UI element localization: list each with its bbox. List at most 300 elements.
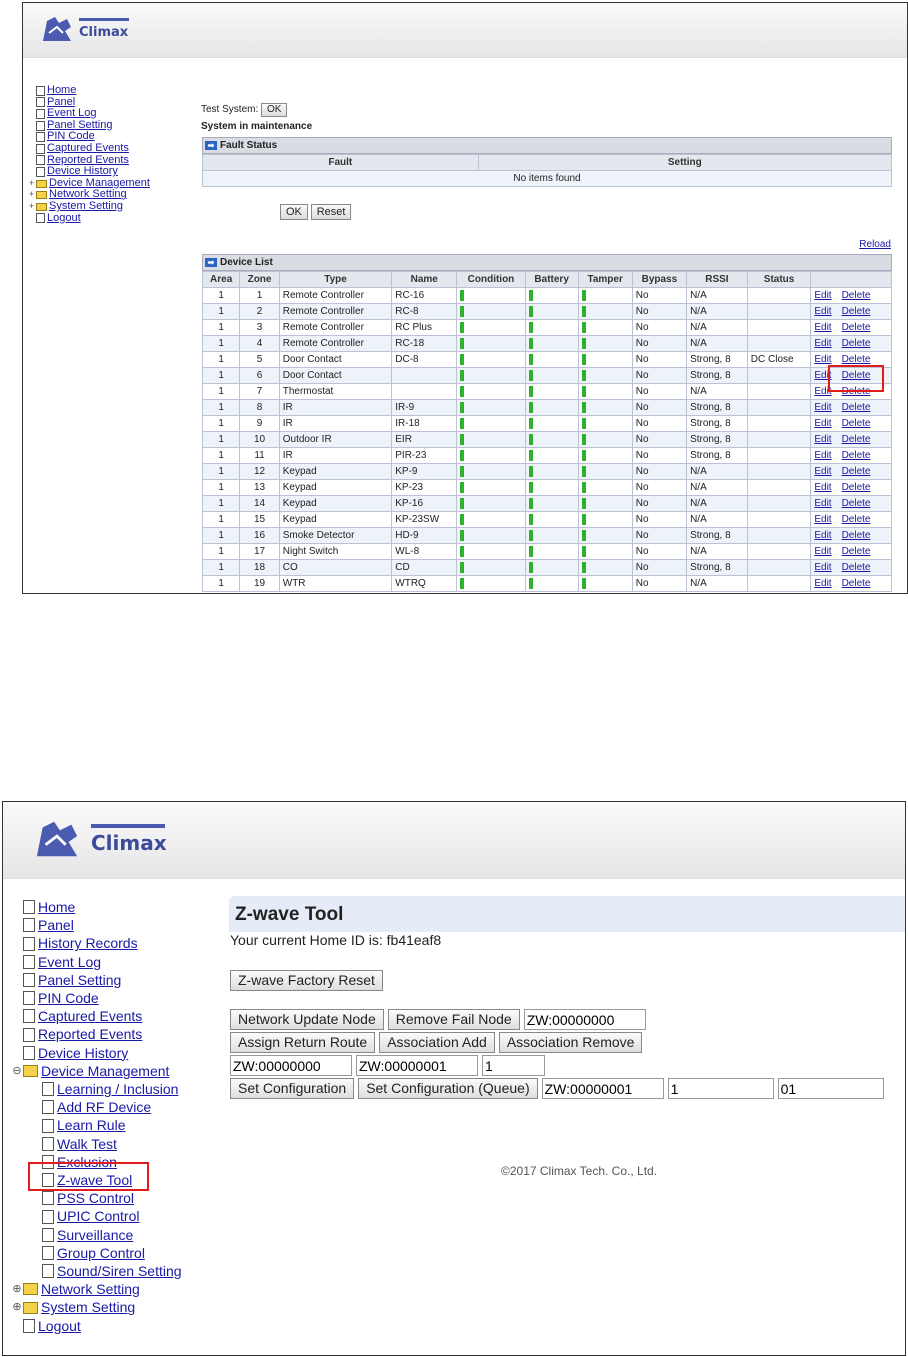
tree-spacer [11, 953, 23, 971]
column-header-tamper: Tamper [578, 272, 632, 288]
name-cell: CD [392, 560, 457, 576]
home-id-text: Your current Home ID is: fb41eaf8 [230, 932, 442, 948]
name-cell: HD-9 [392, 528, 457, 544]
bypass-cell: No [632, 384, 686, 400]
edit-link[interactable]: Edit [814, 386, 832, 397]
zone-cell: 3 [240, 320, 279, 336]
sidebar-item-label[interactable]: Reported Events [47, 153, 129, 166]
folder-icon [23, 1302, 38, 1314]
edit-link[interactable]: Edit [814, 530, 832, 541]
sidebar-item-label[interactable]: Learn Rule [57, 1117, 126, 1134]
delete-link[interactable]: Delete [841, 402, 871, 413]
delete-link[interactable]: Delete [841, 386, 871, 397]
set-configuration-button[interactable]: Set Configuration [230, 1078, 354, 1099]
actions-cell [811, 448, 892, 464]
sidebar-item-logout[interactable] [27, 213, 150, 225]
document-icon [23, 1046, 35, 1060]
document-icon [36, 167, 45, 177]
table-row [203, 304, 892, 320]
sidebar-item-label[interactable]: Exclusion [57, 1153, 117, 1170]
assign-return-route-button[interactable]: Assign Return Route [230, 1032, 375, 1053]
delete-link[interactable]: Delete [841, 466, 871, 477]
name-cell: WTRQ [392, 576, 457, 592]
document-icon [42, 1100, 54, 1114]
sidebar-item-add-rf-device[interactable] [11, 1098, 182, 1116]
edit-link[interactable]: Edit [814, 402, 832, 413]
type-cell: IR [279, 448, 392, 464]
battery-ok-indicator [529, 434, 533, 445]
sidebar-item-label[interactable]: Walk Test [57, 1135, 117, 1152]
tamper-ok-indicator [582, 498, 586, 509]
edit-link[interactable]: Edit [814, 434, 832, 445]
tamper-cell [578, 496, 632, 512]
battery-ok-indicator [529, 530, 533, 541]
delete-link[interactable]: Delete [841, 290, 871, 301]
delete-link[interactable]: Delete [841, 354, 871, 365]
delete-link[interactable]: Delete [841, 546, 871, 557]
bypass-cell: No [632, 336, 686, 352]
sidebar-item-label[interactable]: System Setting [41, 1299, 136, 1316]
status-cell [747, 384, 811, 400]
sidebar-item-captured-events[interactable] [27, 143, 150, 155]
document-icon [42, 1082, 54, 1096]
condition-ok-indicator [460, 402, 464, 413]
battery-ok-indicator [529, 498, 533, 509]
column-header-battery: Battery [525, 272, 578, 288]
rssi-cell: N/A [687, 496, 748, 512]
association-add-button[interactable]: Association Add [379, 1032, 495, 1053]
condition-cell [457, 384, 525, 400]
document-icon [36, 97, 45, 107]
battery-ok-indicator [529, 322, 533, 333]
condition-cell [457, 496, 525, 512]
sidebar-item-label[interactable]: PSS Control [57, 1190, 135, 1207]
table-row [203, 480, 892, 496]
status-cell [747, 576, 811, 592]
table-row [203, 336, 892, 352]
sidebar-item-walk-test[interactable] [11, 1135, 182, 1153]
name-cell [392, 368, 457, 384]
delete-link[interactable]: Delete [841, 450, 871, 461]
expand-plus-icon[interactable]: ⊕ [12, 1301, 22, 1314]
sidebar-nav [11, 898, 182, 1335]
association-remove-button[interactable]: Association Remove [499, 1032, 643, 1053]
sidebar-item-label[interactable]: Network Setting [49, 188, 127, 201]
tamper-cell [578, 576, 632, 592]
tamper-ok-indicator [582, 466, 586, 477]
reset-button[interactable]: Reset [311, 204, 352, 220]
tamper-ok-indicator [582, 370, 586, 381]
area-cell: 1 [203, 352, 240, 368]
sidebar-item-learn-rule[interactable] [11, 1116, 182, 1134]
delete-link[interactable]: Delete [841, 338, 871, 349]
bypass-cell: No [632, 432, 686, 448]
delete-link[interactable]: Delete [841, 370, 871, 381]
sidebar-item-label[interactable]: Panel Setting [47, 118, 113, 131]
tamper-ok-indicator [582, 562, 586, 573]
edit-link[interactable]: Edit [814, 498, 832, 509]
tree-spacer [11, 971, 23, 989]
condition-ok-indicator [460, 578, 464, 589]
tree-spacer [11, 989, 23, 1007]
network-update-node-button[interactable]: Network Update Node [230, 1009, 384, 1030]
tamper-cell [578, 288, 632, 304]
bypass-cell: No [632, 480, 686, 496]
sidebar-item-device-management[interactable] [11, 1062, 182, 1080]
sidebar-item-label[interactable]: Captured Events [47, 141, 129, 154]
sidebar-item-pin-code[interactable] [11, 989, 182, 1007]
configuration-row [230, 1078, 884, 1099]
delete-link[interactable]: Delete [841, 322, 871, 333]
edit-link[interactable]: Edit [814, 562, 832, 573]
copyright-footer: ©2017 Climax Tech. Co., Ltd. [501, 1164, 658, 1178]
climax-logo [27, 816, 167, 862]
factory-reset-button[interactable]: Z-wave Factory Reset [230, 970, 383, 991]
document-icon [42, 1264, 54, 1278]
sidebar-item-label[interactable]: Device History [38, 1044, 129, 1061]
climax-logo [37, 13, 129, 45]
battery-ok-indicator [529, 354, 533, 365]
test-system-label: Test System: [201, 104, 259, 115]
sidebar-item-learning-inclusion[interactable] [11, 1080, 182, 1098]
folder-icon [36, 191, 47, 199]
bypass-cell: No [632, 496, 686, 512]
sidebar-item-label[interactable]: Group Control [57, 1244, 145, 1261]
name-cell: EIR [392, 432, 457, 448]
table-row [203, 416, 892, 432]
association-inputs-row [230, 1055, 545, 1076]
name-cell: RC Plus [392, 320, 457, 336]
sidebar-item-label[interactable]: Panel [47, 95, 76, 108]
sidebar-item-label[interactable]: Event Log [38, 953, 102, 970]
sidebar-item-label[interactable]: Network Setting [41, 1281, 140, 1298]
delete-link[interactable]: Delete [841, 530, 871, 541]
type-cell: Remote Controller [279, 320, 392, 336]
actions-cell [811, 304, 892, 320]
column-header-actions [811, 272, 892, 288]
status-cell [747, 544, 811, 560]
table-row [203, 576, 892, 592]
delete-link[interactable]: Delete [841, 498, 871, 509]
sidebar-item-label[interactable]: Logout [47, 211, 81, 224]
actions-cell [811, 544, 892, 560]
status-cell [747, 288, 811, 304]
document-icon [23, 1028, 35, 1042]
sidebar-item-label[interactable]: Device Management [49, 176, 150, 189]
edit-link[interactable]: Edit [814, 578, 832, 589]
sidebar-item-network-setting[interactable] [11, 1280, 182, 1298]
sidebar-item-group-control[interactable] [11, 1244, 182, 1262]
config-value-input[interactable] [778, 1078, 884, 1099]
bypass-cell: No [632, 352, 686, 368]
sidebar-item-label[interactable]: Captured Events [38, 1008, 143, 1025]
battery-cell [525, 496, 578, 512]
table-row [203, 320, 892, 336]
remove-fail-node-input[interactable] [524, 1009, 646, 1030]
rssi-cell: N/A [687, 384, 748, 400]
sidebar-item-label[interactable]: Panel [38, 917, 74, 934]
sidebar-item-captured-events[interactable] [11, 1007, 182, 1025]
expand-plus-icon[interactable]: + [28, 177, 35, 188]
delete-link[interactable]: Delete [841, 306, 871, 317]
bypass-cell: No [632, 576, 686, 592]
sidebar-item-panel[interactable] [11, 916, 182, 934]
condition-cell [457, 480, 525, 496]
sidebar-item-label[interactable]: Sound/Siren Setting [57, 1263, 182, 1280]
fault-status-title [202, 137, 892, 154]
sidebar-item-label[interactable]: History Records [38, 935, 138, 952]
delete-highlight-box [828, 365, 884, 392]
arrow-right-icon: ➡ [205, 141, 217, 150]
open-folder-icon [23, 1065, 38, 1077]
sidebar-item-label[interactable]: Reported Events [38, 1026, 143, 1043]
sidebar-item-panel-setting[interactable] [11, 971, 182, 989]
tree-spacer [27, 120, 36, 132]
tamper-cell [578, 560, 632, 576]
tamper-ok-indicator [582, 546, 586, 557]
status-cell [747, 528, 811, 544]
sidebar-item-label[interactable]: Device Management [41, 1062, 170, 1079]
name-cell: KP-23SW [392, 512, 457, 528]
zone-cell: 6 [240, 368, 279, 384]
sidebar-item-surveillance[interactable] [11, 1226, 182, 1244]
column-header-bypass: Bypass [632, 272, 686, 288]
condition-cell [457, 336, 525, 352]
name-cell: KP-16 [392, 496, 457, 512]
tamper-ok-indicator [582, 530, 586, 541]
rssi-cell: N/A [687, 336, 748, 352]
condition-cell [457, 560, 525, 576]
delete-link[interactable]: Delete [841, 418, 871, 429]
condition-ok-indicator [460, 498, 464, 509]
delete-link[interactable]: Delete [841, 578, 871, 589]
association-node-input[interactable] [230, 1055, 352, 1076]
device-table [202, 271, 892, 592]
actions-cell [811, 432, 892, 448]
delete-link[interactable]: Delete [841, 562, 871, 573]
battery-ok-indicator [529, 370, 533, 381]
expand-plus-icon[interactable]: + [28, 189, 35, 200]
battery-ok-indicator [529, 514, 533, 525]
document-icon [42, 1137, 54, 1151]
table-row [203, 368, 892, 384]
climax-logo-icon [27, 816, 87, 862]
condition-cell [457, 528, 525, 544]
condition-cell [457, 432, 525, 448]
tamper-ok-indicator [582, 338, 586, 349]
type-cell: Remote Controller [279, 304, 392, 320]
maintenance-text: System in maintenance [201, 121, 313, 132]
sidebar-item-system-setting[interactable] [27, 201, 150, 213]
edit-link[interactable]: Edit [814, 322, 832, 333]
area-cell: 1 [203, 416, 240, 432]
edit-link[interactable]: Edit [814, 546, 832, 557]
battery-ok-indicator [529, 418, 533, 429]
edit-link[interactable]: Edit [814, 450, 832, 461]
association-target-input[interactable] [356, 1055, 478, 1076]
table-row [203, 544, 892, 560]
sidebar-item-label[interactable]: UPIC Control [57, 1208, 140, 1225]
actions-cell [811, 512, 892, 528]
rssi-cell: Strong, 8 [687, 416, 748, 432]
expand-plus-icon[interactable]: ⊕ [12, 1283, 22, 1296]
tamper-ok-indicator [582, 450, 586, 461]
document-icon [36, 213, 45, 223]
battery-cell [525, 544, 578, 560]
actions-cell [811, 400, 892, 416]
collapse-minus-icon[interactable]: ⊖ [12, 1064, 22, 1077]
remove-fail-node-button[interactable]: Remove Fail Node [388, 1009, 520, 1030]
tamper-cell [578, 336, 632, 352]
battery-cell [525, 368, 578, 384]
edit-link[interactable]: Edit [814, 306, 832, 317]
association-row [230, 1032, 642, 1053]
tamper-cell [578, 320, 632, 336]
config-node-input[interactable] [542, 1078, 664, 1099]
tamper-cell [578, 448, 632, 464]
table-row [203, 432, 892, 448]
type-cell: Remote Controller [279, 288, 392, 304]
sidebar-item-label[interactable]: Add RF Device [57, 1099, 152, 1116]
delete-link[interactable]: Delete [841, 482, 871, 493]
name-cell: RC-16 [392, 288, 457, 304]
battery-cell [525, 320, 578, 336]
type-cell: WTR [279, 576, 392, 592]
bypass-cell: No [632, 304, 686, 320]
edit-link[interactable]: Edit [814, 354, 832, 365]
tree-spacer [30, 1189, 42, 1207]
bypass-cell: No [632, 448, 686, 464]
expand-plus-icon[interactable]: + [28, 200, 35, 211]
zone-cell: 7 [240, 384, 279, 400]
actions-cell [811, 288, 892, 304]
sidebar-item-label[interactable]: Z-wave Tool [57, 1172, 133, 1189]
sidebar-item-label[interactable]: Surveillance [57, 1226, 134, 1243]
tree-spacer [27, 213, 36, 225]
zone-cell: 10 [240, 432, 279, 448]
sidebar-item-device-history[interactable] [11, 1044, 182, 1062]
bypass-cell: No [632, 560, 686, 576]
bypass-cell: No [632, 368, 686, 384]
device-list-panel [202, 254, 892, 592]
edit-link[interactable]: Edit [814, 290, 832, 301]
delete-link[interactable]: Delete [841, 514, 871, 525]
table-row [203, 384, 892, 400]
zone-cell: 14 [240, 496, 279, 512]
sidebar-item-logout[interactable] [11, 1317, 182, 1335]
condition-ok-indicator [460, 338, 464, 349]
sidebar-item-pss-control[interactable] [11, 1189, 182, 1207]
sidebar-item-label[interactable]: Home [47, 84, 77, 96]
tamper-cell [578, 400, 632, 416]
tamper-cell [578, 368, 632, 384]
battery-ok-indicator [529, 562, 533, 573]
edit-link[interactable]: Edit [814, 338, 832, 349]
edit-link[interactable]: Edit [814, 466, 832, 477]
sidebar-item-label[interactable]: PIN Code [38, 990, 99, 1007]
delete-link[interactable]: Delete [841, 434, 871, 445]
tree-spacer [30, 1226, 42, 1244]
name-cell: IR-18 [392, 416, 457, 432]
rssi-cell: N/A [687, 464, 748, 480]
sidebar-item-home[interactable] [27, 85, 150, 97]
document-icon [23, 973, 35, 987]
set-configuration-queue-button[interactable]: Set Configuration (Queue) [358, 1078, 537, 1099]
zone-cell: 19 [240, 576, 279, 592]
config-parameter-input[interactable] [668, 1078, 774, 1099]
column-header-area: Area [203, 272, 240, 288]
test-ok-button[interactable]: OK [261, 103, 287, 117]
sidebar-item-sound-siren-setting[interactable] [11, 1262, 182, 1280]
device-list-title [202, 254, 892, 271]
sidebar-item-label[interactable]: Event Log [47, 107, 97, 120]
condition-cell [457, 544, 525, 560]
document-icon [23, 918, 35, 932]
folder-icon [23, 1283, 38, 1295]
type-cell: Door Contact [279, 368, 392, 384]
document-icon [36, 144, 45, 154]
sidebar-item-label[interactable]: System Setting [49, 199, 123, 212]
table-row [203, 400, 892, 416]
tamper-ok-indicator [582, 290, 586, 301]
climax-logo-icon [37, 13, 77, 45]
sidebar-item-label[interactable]: Logout [38, 1317, 81, 1334]
status-cell [747, 400, 811, 416]
sidebar-item-history-records[interactable] [11, 934, 182, 952]
area-cell: 1 [203, 544, 240, 560]
arrow-right-icon: ➡ [205, 258, 217, 267]
name-cell [392, 384, 457, 400]
sidebar-item-reported-events[interactable] [11, 1025, 182, 1043]
area-cell: 1 [203, 528, 240, 544]
sidebar-item-device-history[interactable] [27, 166, 150, 178]
sidebar-item-upic-control[interactable] [11, 1207, 182, 1225]
edit-link[interactable]: Edit [814, 418, 832, 429]
sidebar-item-system-setting[interactable] [11, 1298, 182, 1316]
bypass-cell: No [632, 288, 686, 304]
fault-status-title-text: Fault Status [220, 140, 278, 151]
name-cell: DC-8 [392, 352, 457, 368]
sidebar-item-label[interactable]: PIN Code [47, 130, 95, 143]
document-icon [42, 1210, 54, 1224]
tamper-ok-indicator [582, 514, 586, 525]
edit-link[interactable]: Edit [814, 370, 832, 381]
tamper-ok-indicator [582, 418, 586, 429]
reload-link[interactable]: Reload [859, 239, 891, 250]
sidebar-item-label[interactable]: Panel Setting [38, 971, 122, 988]
sidebar-item-label[interactable]: Device History [47, 165, 118, 178]
rssi-cell: N/A [687, 544, 748, 560]
rssi-cell: N/A [687, 512, 748, 528]
edit-link[interactable]: Edit [814, 514, 832, 525]
ok-button[interactable]: OK [280, 204, 308, 220]
document-icon [36, 109, 45, 119]
sidebar-item-label[interactable]: Learning / Inclusion [57, 1081, 179, 1098]
sidebar-item-event-log[interactable] [11, 953, 182, 971]
tree-spacer [11, 1025, 23, 1043]
zone-cell: 9 [240, 416, 279, 432]
document-icon [42, 1228, 54, 1242]
sidebar-item-home[interactable] [11, 898, 182, 916]
name-cell: RC-18 [392, 336, 457, 352]
fault-empty-text: No items found [203, 171, 892, 187]
association-group-input[interactable] [482, 1055, 545, 1076]
table-row [203, 496, 892, 512]
tamper-cell [578, 304, 632, 320]
sidebar-item-label[interactable]: Home [38, 899, 76, 915]
edit-link[interactable]: Edit [814, 482, 832, 493]
rssi-cell: N/A [687, 304, 748, 320]
